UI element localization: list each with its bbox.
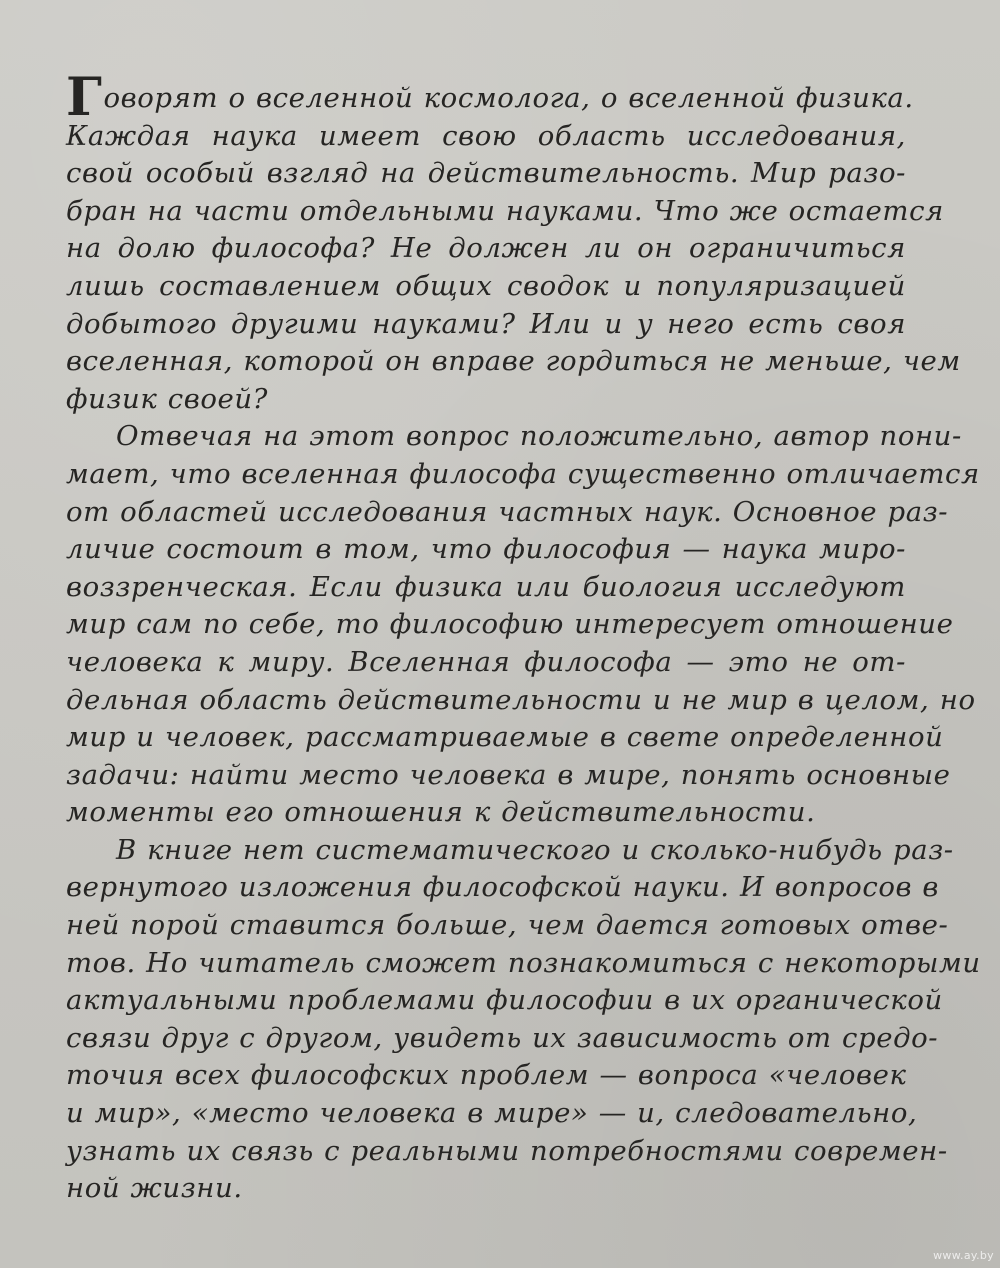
text-line: личие состоит в том, что философия — наука миро-: [66, 533, 906, 566]
text-line: тов. Но читатель сможет познакомиться с некоторыми: [66, 946, 981, 979]
text-line: моменты его отношения к действительности.: [66, 796, 816, 829]
text-line: ней порой ставится больше, чем дается готовых отве-: [66, 909, 949, 942]
text-line: человека к миру. Вселенная философа — это не от-: [66, 645, 906, 678]
text-line: мает, что вселенная философа существенно отличается: [66, 457, 980, 490]
text-line: [66, 67, 914, 128]
text-line: лишь составлением общих сводок и популяризацией: [66, 269, 906, 302]
text-line: узнать их связь с реальными потребностями современ-: [66, 1134, 948, 1167]
text-line: точия всех философских проблем — вопроса «человек: [66, 1059, 907, 1092]
text-line: мир и человек, рассматриваемые в свете определенной: [66, 721, 944, 754]
text-line: и мир», «место человека в мире» — и, следовательно,: [66, 1097, 918, 1130]
text-line: Каждая наука имеет свою область исследования,: [66, 119, 906, 152]
watermark: www.ay.by: [933, 1249, 994, 1262]
text-line: вселенная, которой он вправе гордиться не меньше, чем: [66, 345, 961, 378]
text-line: актуальными проблемами философии в их органической: [66, 984, 943, 1017]
text-line: свой особый взгляд на действительность. Мир разо-: [66, 157, 906, 190]
text-line: вернутого изложения философской науки. И вопросов в: [66, 871, 940, 904]
drop-cap: Г: [66, 67, 103, 128]
text-line: воззренческая. Если физика или биология исследуют: [66, 570, 906, 603]
text-line: Отвечая на этот вопрос положительно, автор пони-: [116, 420, 962, 453]
text-line: В книге нет систематического и сколько-нибудь раз-: [116, 833, 954, 866]
text-line: на долю философа? Не должен ли он ограничиться: [66, 232, 906, 265]
page-text: [66, 67, 981, 1208]
text-line: задачи: найти место человека в мире, понять основные: [66, 758, 951, 791]
text-line: дельная область действительности и не мир в целом, но: [66, 683, 976, 716]
text-line: бран на части отдельными науками. Что же остается: [66, 194, 944, 227]
text-line: ной жизни.: [66, 1172, 243, 1205]
text-line: добытого другими науками? Или и у него есть своя: [66, 307, 906, 340]
text-line: связи друг с другом, увидеть их зависимость от средо-: [66, 1021, 939, 1054]
first-line-text: оворят о вселенной космолога, о вселенной физика.: [103, 82, 914, 114]
text-line: от областей исследования частных наук. Основное раз-: [66, 495, 949, 528]
text-line: физик своей?: [66, 382, 269, 415]
text-line: мир сам по себе, то философию интересует отношение: [66, 608, 954, 641]
